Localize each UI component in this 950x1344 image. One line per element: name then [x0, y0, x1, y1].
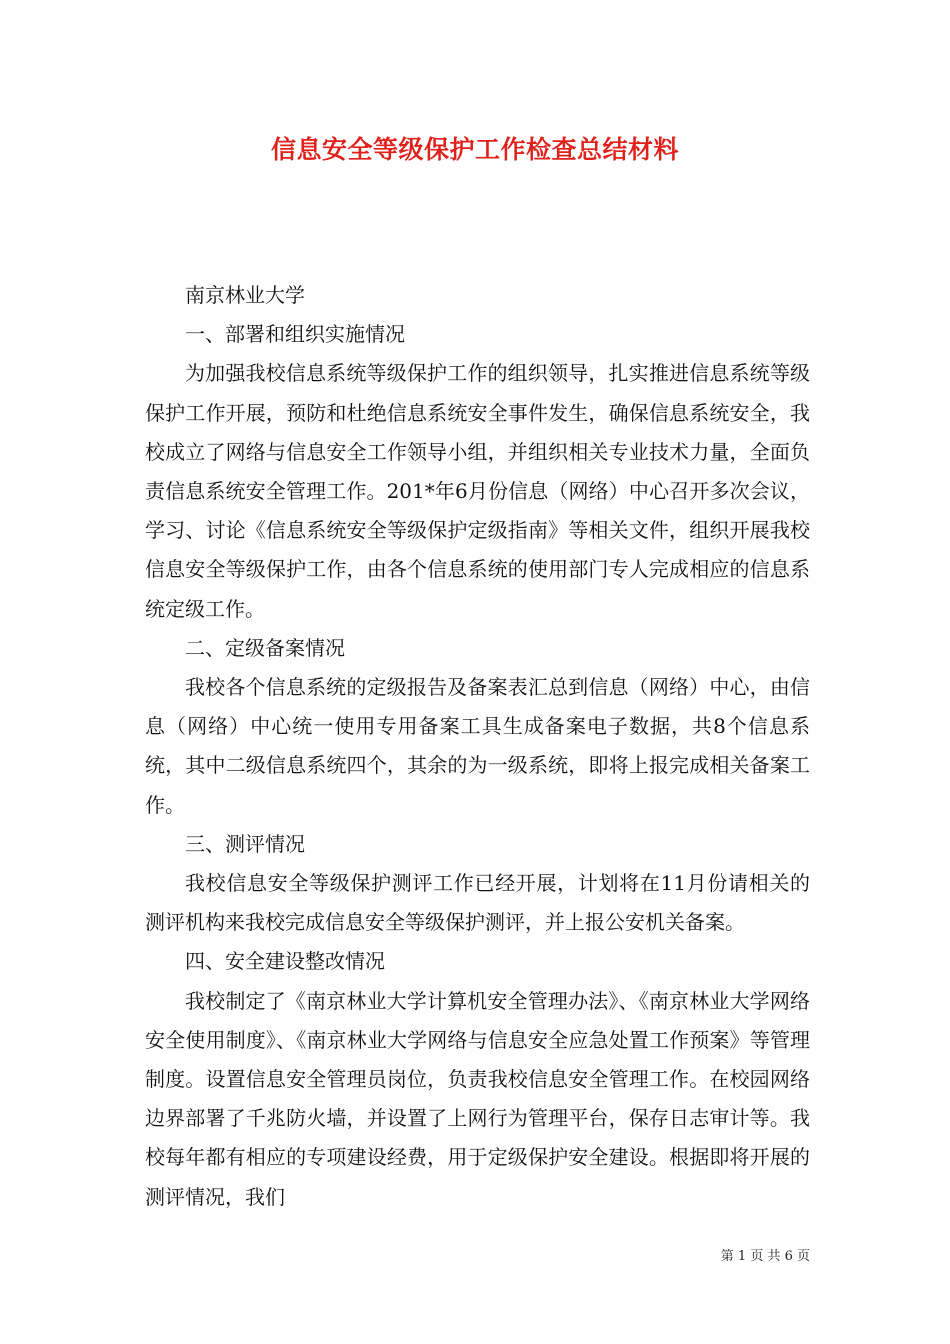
page-number-footer: 第 1 页 共 6 页: [720, 1249, 810, 1264]
section-heading-evaluation: 三、测评情况: [185, 831, 305, 856]
document-body: [145, 276, 810, 1217]
document-title: 信息安全等级保护工作检查总结材料: [270, 135, 679, 164]
section-heading-grading: 二、定级备案情况: [185, 635, 345, 660]
organization-name: 南京林业大学: [185, 283, 305, 307]
section-heading-rectification: 四、安全建设整改情况: [185, 949, 385, 974]
paragraph-grading: 我校各个信息系统的定级报告及备案表汇总到信息（网络）中心，由信息（网络）中心统一使用专用备案工具生成备案电子数据，共8个信息系统，其中二级信息系统四个，其余的为一级系统，即将上报完成相关备案工作。: [145, 675, 810, 817]
section-heading-deployment: 一、部署和组织实施情况: [185, 322, 405, 347]
paragraph-rectification: 我校制定了《南京林业大学计算机安全管理办法》、《南京林业大学网络安全使用制度》、《南京林业大学网络与信息安全应急处置工作预案》等管理制度。设置信息安全管理员岗位，负责我校信息安全管理工作。在校园网络边界部署了千兆防火墙，并设置了上网行为管理平台，保存日志审计等。我校每年都有相应的专项建设经费，用于定级保护安全建设。根据即将开展的测评情况，我们: [145, 988, 810, 1209]
paragraph-evaluation: 我校信息安全等级保护测评工作已经开展，计划将在11月份请相关的测评机构来我校完成信息安全等级保护测评，并上报公安机关备案。: [145, 871, 810, 935]
paragraph-deployment: 为加强我校信息系统等级保护工作的组织领导，扎实推进信息系统等级保护工作开展，预防和杜绝信息系统安全事件发生，确保信息系统安全，我校成立了网络与信息安全工作领导小组，并组织相关专业技术力量，全面负责信息系统安全管理工作。201*年6月份信息（网络）中心召开多次会议，学习、讨论《信息系统安全等级保护定级指南》等相关文件，组织开展我校信息安全等级保护工作，由各个信息系统的使用部门专人完成相应的信息系统定级工作。: [145, 361, 810, 621]
